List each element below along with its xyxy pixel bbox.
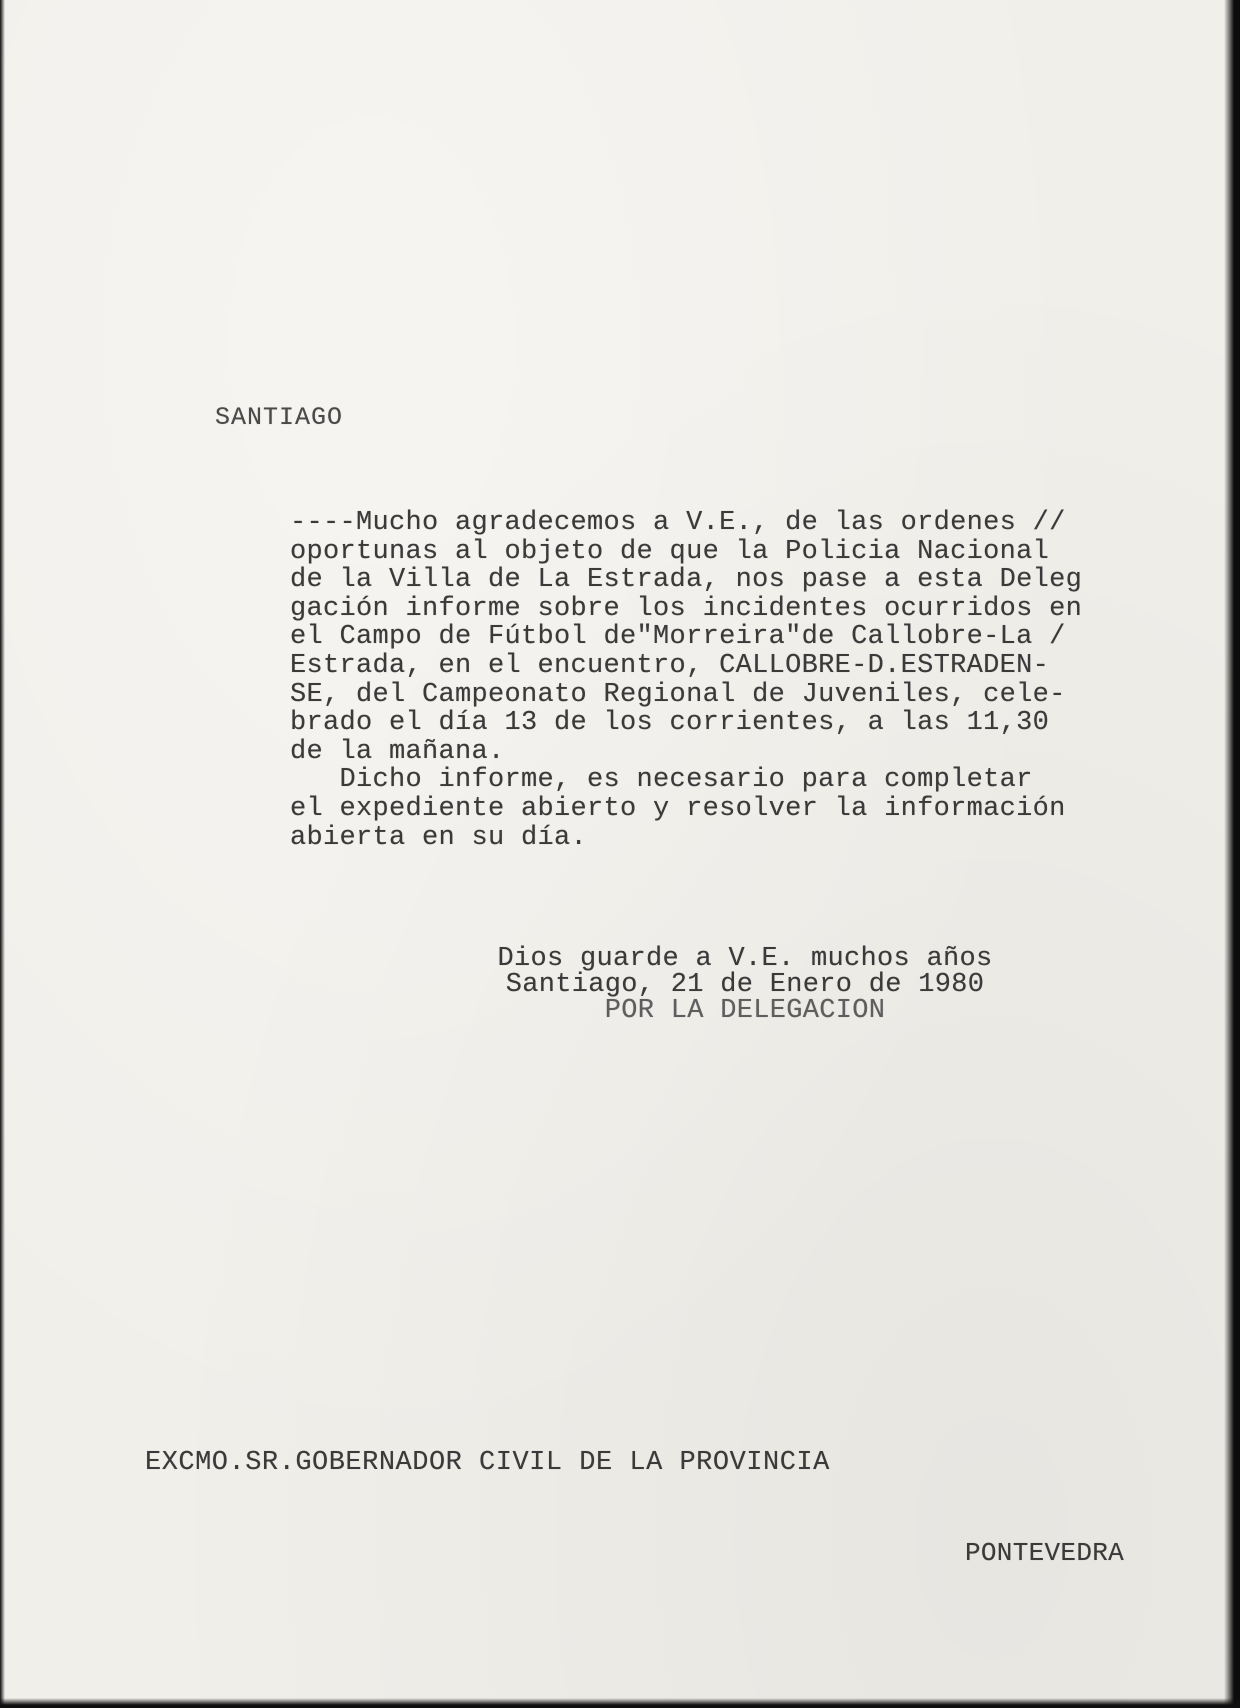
closing-signatory: POR LA DELEGACION <box>604 996 886 1026</box>
scan-edge-left <box>0 0 5 1708</box>
closing-salutation: Dios guarde a V.E. muchos años <box>497 944 993 974</box>
body-line: Dicho informe, es necesario para completar <box>290 765 1033 796</box>
body-line: Estrada, en el encuentro, CALLOBRE-D.ESTRADEN- <box>290 650 1050 681</box>
body-line: de la Villa de La Estrada, nos pase a esta Deleg <box>290 565 1083 596</box>
body-line: ----Mucho agradecemos a V.E., de las ordenes // <box>290 508 1066 538</box>
scan-edge-right <box>1224 0 1240 1708</box>
scan-edge-bottom <box>0 1698 1240 1708</box>
body-line: de la mañana. <box>290 736 505 767</box>
body-line: el Campo de Fútbol de"Morreira"de Callobre-La / <box>290 622 1066 653</box>
letter-heading: SANTIAGO <box>215 403 344 432</box>
letter-closing <box>445 944 1045 1026</box>
recipient-line: EXCMO.SR.GOBERNADOR CIVIL DE LA PROVINCIA <box>145 1448 830 1478</box>
body-line: abierta en su día. <box>290 822 588 853</box>
body-line: el expediente abierto y resolver la información <box>290 793 1066 824</box>
body-line: oportunas al objeto de que la Policia Nacional <box>290 536 1050 567</box>
body-line: gación informe sobre los incidentes ocurridos en <box>290 593 1083 624</box>
body-line: brado el día 13 de los corrientes, a las 11,30 <box>290 708 1050 739</box>
letter-body <box>290 508 1082 851</box>
body-line: SE, del Campeonato Regional de Juveniles, cele- <box>290 679 1066 710</box>
closing-date: Santiago, 21 de Enero de 1980 <box>505 970 985 1000</box>
destination-city: PONTEVEDRA <box>965 1538 1125 1568</box>
